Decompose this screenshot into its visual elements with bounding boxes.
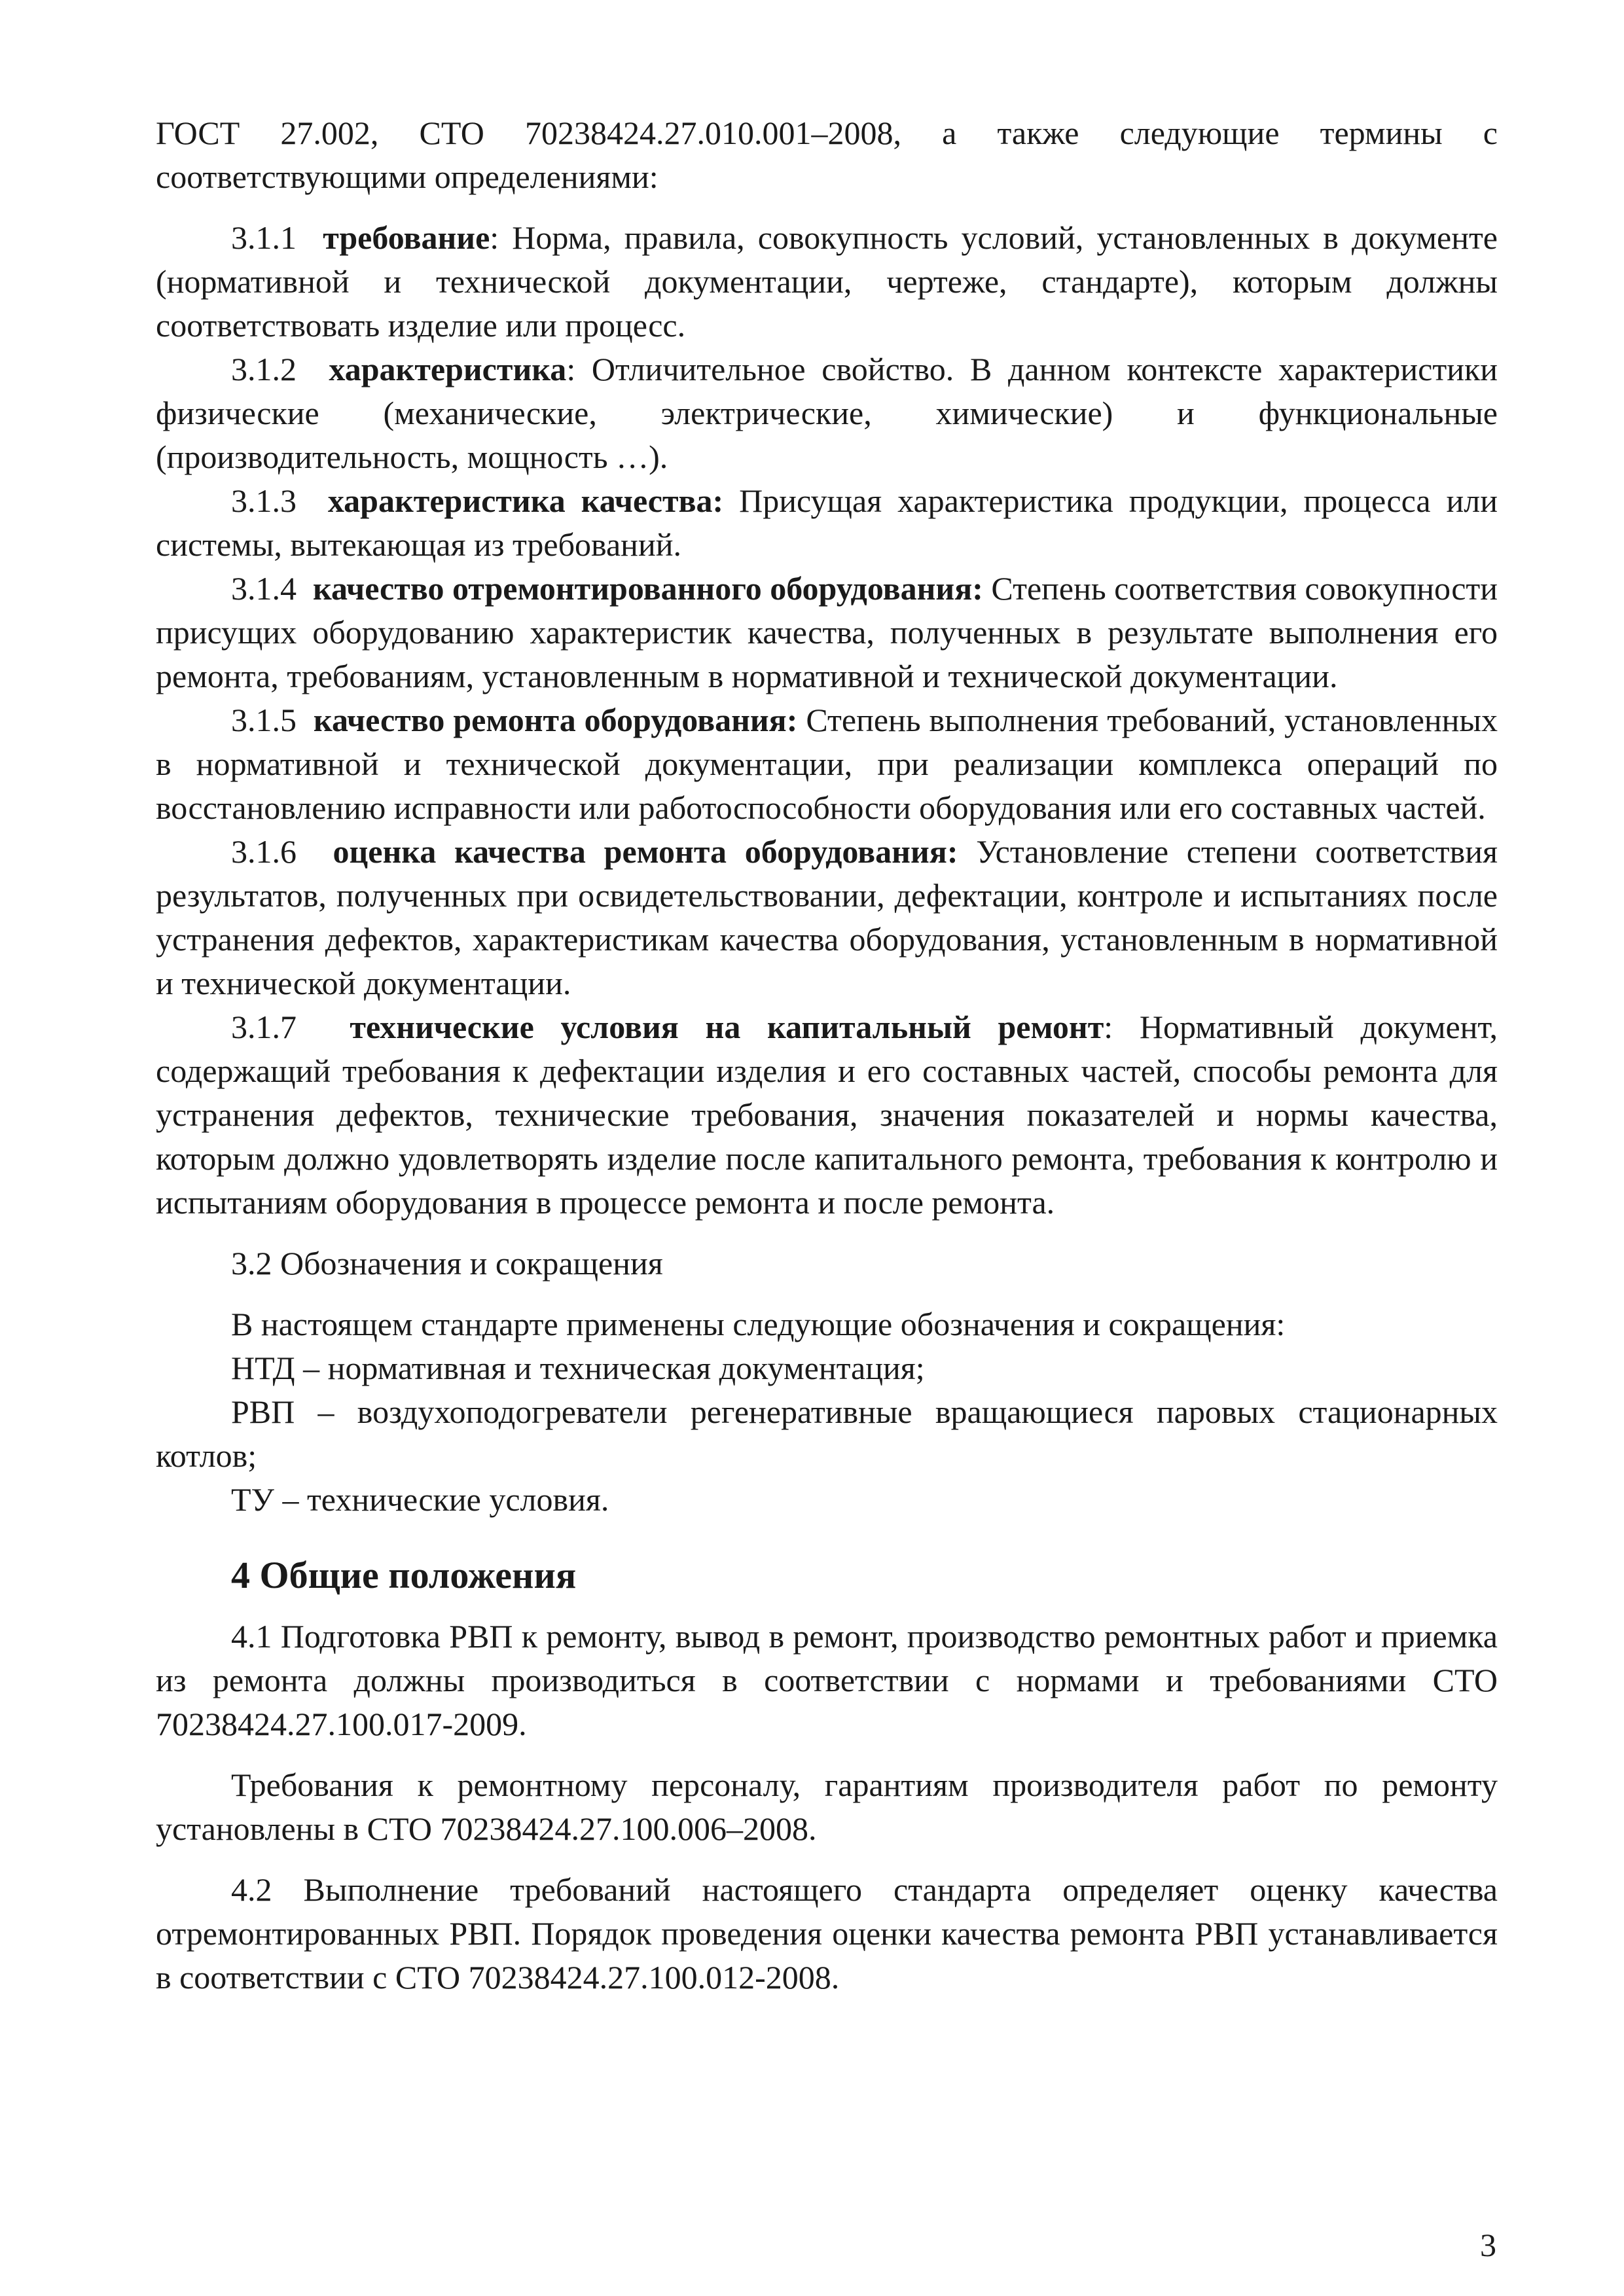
paragraph-4-1: 4.1 Подготовка РВП к ремонту, вывод в ремонт, производство ремонтных работ и приемка из ремонта должны производиться в соответствии с нормами и требованиями СТО 70238424.27.100.017-2009. [156,1618,1498,1742]
term-definition: Присущая характеристика продукции, процесса или системы, вытекающая из требований. [156,482,1498,563]
term-item: 3.1.2 характеристика: Отличительное свойство. В данном контексте характеристики физические (механические, электрические, химические) и функциональные (производительность, мощность …). [156,351,1498,475]
term-number: 3.1.4 [231,570,297,607]
term-number: 3.1.1 [231,219,297,256]
term-number: 3.1.2 [231,351,297,387]
paragraph-4-2: 4.2 Выполнение требований настоящего стандарта определяет оценку качества отремонтированных РВП. Порядок проведения оценки качества ремонта РВП устанавливается в соответствии с СТО 70238424.27.100.012-2008. [156,1871,1498,1996]
term-definition: Степень выполнения требований, установленных в нормативной и технической документации, при реализации комплекса операций по восстановлению исправности или работоспособности оборудования или его составных частей. [156,702,1498,826]
term-title: оценка качества ремонта оборудования: [333,833,958,870]
term-item: 3.1.7 технические условия на капитальный ремонт: Нормативный документ, содержащий требования к дефектации изделия и его составных частей, способы ремонта для устранения дефектов, технические требования, значения показателей и нормы качества, которым должно удовлетворять изделие после капитального ремонта, требования к контролю и испытаниям оборудования в процессе ремонта и после ремонта. [156,1009,1498,1221]
term-number: 3.1.5 [231,702,297,738]
term-item [156,479,1498,567]
term-definition: Отличительное свойство. В данном контексте характеристики физические (механические, электрические, химические) и функциональные (производительность, мощность …). [156,351,1498,475]
document-body [156,111,1498,2000]
term-definition: Нормативный документ, содержащий требования к дефектации изделия и его составных частей, способы ремонта для устранения дефектов, технические требования, значения показателей и нормы качества, которым должно удовлетворять изделие после капитального ремонта, требования к контролю и испытаниям оборудования в процессе ремонта и после ремонта. [156,1009,1498,1221]
abbreviation-item: РВП – воздухоподогреватели регенеративные вращающиеся паровых стационарных котлов; [156,1393,1498,1474]
term-number: 3.1.6 [231,833,297,870]
term-title: качество ремонта оборудования: [313,702,798,738]
abbreviations-intro: В настоящем стандарте применены следующие обозначения и сокращения: [231,1306,1286,1342]
abbreviation-item: НТД – нормативная и техническая документация; [231,1350,925,1386]
term-definition: Степень соответствия совокупности присущих оборудованию характеристик качества, полученных в результате выполнения его ремонта, требованиям, установленным в нормативной и технической документации. [156,570,1498,694]
term-item [156,830,1498,1005]
paragraph-personnel: Требования к ремонтному персоналу, гарантиям производителя работ по ремонту установлены в СТО 70238424.27.100.006–2008. [156,1767,1498,1847]
section-heading-4: 4 Общие положения [231,1554,577,1596]
term-definition: Норма, правила, совокупность условий, установленных в документе (нормативной и технической документации, чертеже, стандарте), которым должны соответствовать изделие или процесс. [156,219,1498,344]
term-item [156,567,1498,698]
term-title: технические условия на капитальный ремонт [350,1009,1104,1045]
term-definition: Установление степени соответствия результатов, полученных при освидетельствовании, дефектации, контроле и испытаниях после устранения дефектов, характеристикам качества оборудования, установленным в нормативной и технической документации. [156,833,1498,1001]
term-title: требование [323,219,490,256]
term-title: характеристика качества: [327,482,724,519]
term-number: 3.1.7 [231,1009,297,1045]
abbreviation-item: ТУ – технические условия. [231,1481,609,1518]
page-number: 3 [1480,2227,1496,2263]
term-item: 3.1.1 требование: Норма, правила, совокупность условий, установленных в документе (нормативной и технической документации, чертеже, стандарте), которым должны соответствовать изделие или процесс. [156,219,1498,344]
term-title: характеристика [329,351,567,387]
term-item [156,698,1498,830]
term-title: качество отремонтированного оборудования: [313,570,983,607]
term-number: 3.1.3 [231,482,297,519]
intro-paragraph: ГОСТ 27.002, СТО 70238424.27.010.001–2008, а также следующие термины с соответствующими определениями: [156,115,1498,195]
section-title-3-2: 3.2 Обозначения и сокращения [231,1245,663,1282]
terms-list [156,216,1498,1225]
